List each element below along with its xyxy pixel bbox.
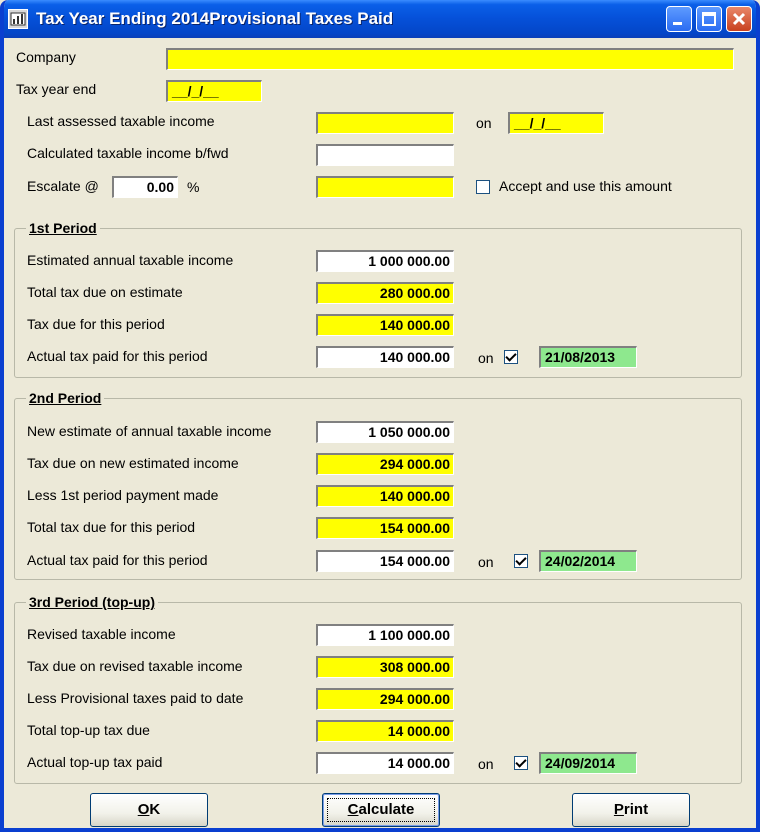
escalated-amount-field[interactable] [316, 176, 454, 198]
period1-on-label: on [478, 350, 494, 366]
period1-paid-date-field[interactable]: 21/08/2013 [539, 346, 637, 368]
accept-amount-checkbox[interactable] [476, 180, 490, 194]
period1-tax-due-field[interactable]: 140 000.00 [316, 314, 454, 336]
period2-paid-checkbox[interactable] [514, 554, 528, 568]
calculated-bfwd-label: Calculated taxable income b/fwd [27, 145, 229, 161]
escalate-percent-field[interactable]: 0.00 [112, 176, 178, 198]
focus-rectangle [327, 798, 435, 822]
tax-year-end-field[interactable]: __/_/__ [166, 80, 262, 102]
accept-amount-label: Accept and use this amount [499, 178, 672, 194]
period1-row-label: Total tax due on estimate [27, 284, 183, 300]
ok-button[interactable] [90, 793, 208, 827]
ok-mnemonic: O [137, 801, 150, 818]
app-icon[interactable] [8, 9, 28, 29]
calculate-mnemonic: C [347, 801, 359, 818]
percent-label: % [187, 179, 200, 195]
tax-year-end-label: Tax year end [16, 81, 97, 97]
calculate-button[interactable] [322, 793, 440, 827]
period2-actual-paid-field[interactable]: 154 000.00 [316, 550, 454, 572]
calculate-label: alculate [358, 801, 415, 818]
period3-topup-due-field[interactable]: 14 000.00 [316, 720, 454, 742]
period2-row-label: Tax due on new estimated income [27, 455, 239, 471]
period2-paid-date-field[interactable]: 24/02/2014 [539, 550, 637, 572]
print-mnemonic: P [613, 801, 624, 818]
period2-on-label: on [478, 554, 494, 570]
period2-row-label: New estimate of annual taxable income [27, 423, 272, 439]
period3-row-label: Less Provisional taxes paid to date [27, 690, 244, 706]
ok-label: K [149, 801, 161, 818]
last-assessed-field[interactable] [316, 112, 454, 134]
period3-topup-paid-field[interactable]: 14 000.00 [316, 752, 454, 774]
period3-on-label: on [478, 756, 494, 772]
company-label: Company [16, 49, 76, 65]
calculated-bfwd-field[interactable] [316, 144, 454, 166]
escalate-label: Escalate @ [27, 178, 99, 194]
period3-row-label: Actual top-up tax paid [27, 754, 163, 770]
period2-tax-due-field[interactable]: 294 000.00 [316, 453, 454, 475]
period1-actual-paid-field[interactable]: 140 000.00 [316, 346, 454, 368]
period1-total-tax-field[interactable]: 280 000.00 [316, 282, 454, 304]
last-assessed-on-label: on [476, 115, 492, 131]
period2-row-label: Total tax due for this period [27, 519, 196, 535]
last-assessed-date-field[interactable]: __/_/__ [508, 112, 604, 134]
maximize-button[interactable] [696, 6, 722, 32]
window-title: Tax Year Ending 2014Provisional Taxes Paid [36, 9, 394, 28]
period1-row-label: Estimated annual taxable income [27, 252, 234, 268]
print-button[interactable] [572, 793, 690, 827]
period2-total-tax-field[interactable]: 154 000.00 [316, 517, 454, 539]
close-icon [727, 7, 751, 31]
minimize-icon [667, 7, 691, 31]
period2-row-label: Less 1st period payment made [27, 487, 219, 503]
period3-revised-income-field[interactable]: 1 100 000.00 [316, 624, 454, 646]
print-label: rint [623, 801, 649, 818]
period2-less-payment-field[interactable]: 140 000.00 [316, 485, 454, 507]
period3-title: 3rd Period (top-up) [26, 594, 158, 610]
last-assessed-label: Last assessed taxable income [27, 113, 215, 129]
period3-row-label: Tax due on revised taxable income [27, 658, 243, 674]
period3-row-label: Total top-up tax due [27, 722, 150, 738]
period1-paid-checkbox[interactable] [504, 350, 518, 364]
company-field[interactable] [166, 48, 734, 70]
close-button[interactable] [726, 6, 752, 32]
minimize-button[interactable] [666, 6, 692, 32]
period1-row-label: Tax due for this period [27, 316, 165, 332]
period2-title: 2nd Period [26, 390, 104, 406]
maximize-icon [697, 7, 721, 31]
period2-new-estimate-field[interactable]: 1 050 000.00 [316, 421, 454, 443]
period1-row-label: Actual tax paid for this period [27, 348, 208, 364]
title-bar[interactable] [0, 0, 760, 38]
period3-paid-date-field[interactable]: 24/09/2014 [539, 752, 637, 774]
period1-estimated-income-field[interactable]: 1 000 000.00 [316, 250, 454, 272]
period2-row-label: Actual tax paid for this period [27, 552, 208, 568]
period3-paid-checkbox[interactable] [514, 756, 528, 770]
period3-taxes-paid-field[interactable]: 294 000.00 [316, 688, 454, 710]
period3-row-label: Revised taxable income [27, 626, 176, 642]
period3-tax-due-field[interactable]: 308 000.00 [316, 656, 454, 678]
period1-title: 1st Period [26, 220, 100, 236]
